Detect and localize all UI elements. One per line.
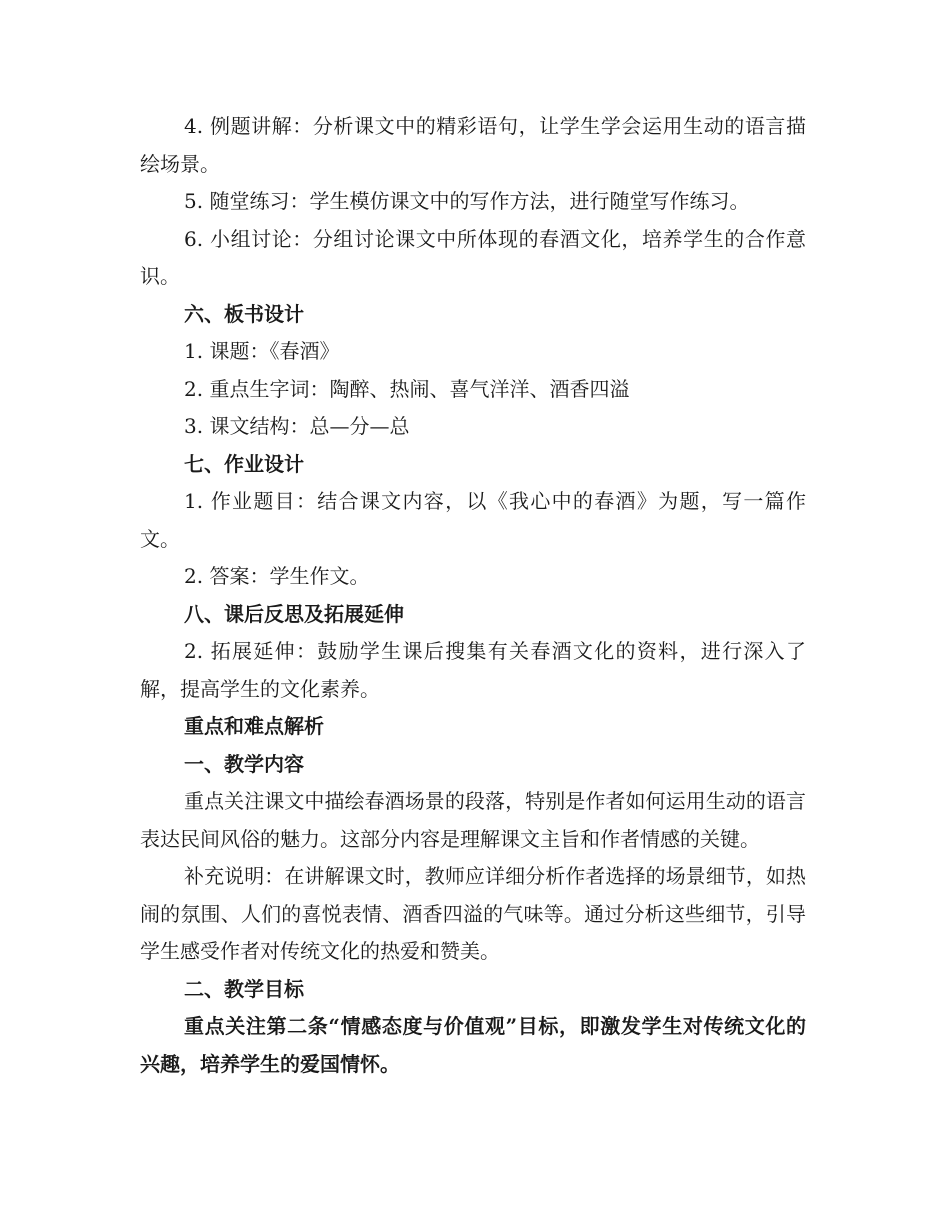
heading-key-difficult-points: 重点和难点解析 xyxy=(184,714,324,738)
step-6-group-discussion: 6. 小组讨论：分组讨论课文中所体现的春酒文化，培养学生的合作意识。 xyxy=(140,226,806,288)
homework-topic: 1. 作业题目：结合课文内容，以《我心中的春酒》为题，写一篇作文。 xyxy=(140,489,806,551)
teaching-content-focus: 重点关注课文中描绘春酒场景的段落，特别是作者如何运用生动的语言表达民间风俗的魅力。这部分内容是理解课文主旨和作者情感的关键。 xyxy=(140,789,806,851)
blackboard-item-vocabulary: 2. 重点生字词：陶醉、热闹、喜气洋洋、酒香四溢 xyxy=(184,376,630,401)
extension-item: 2. 拓展延伸：鼓励学生课后搜集有关春酒文化的资料，进行深入了解，提高学生的文化素养。 xyxy=(140,639,806,701)
step-4-example-explanation: 4. 例题讲解：分析课文中的精彩语句，让学生学会运用生动的语言描绘场景。 xyxy=(140,114,806,176)
homework-answer: 2. 答案：学生作文。 xyxy=(184,564,370,588)
teaching-objectives-focus: 重点关注第二条“情感态度与价值观”目标，即激发学生对传统文化的兴趣，培养学生的爱国情怀。 xyxy=(140,1014,806,1076)
step-5-in-class-practice: 5. 随堂练习：学生模仿课文中的写作方法，进行随堂写作练习。 xyxy=(184,189,750,213)
blackboard-item-structure: 3. 课文结构：总—分—总 xyxy=(184,414,410,438)
document-page xyxy=(140,108,806,1083)
heading-teaching-objectives: 二、教学目标 xyxy=(184,976,304,1001)
blackboard-item-title: 1. 课题：《春酒》 xyxy=(184,339,340,363)
teaching-content-supplement: 补充说明：在讲解课文时，教师应详细分析作者选择的场景细节，如热闹的氛围、人们的喜悦表情、酒香四溢的气味等。通过分析这些细节，引导学生感受作者对传统文化的热爱和赞美。 xyxy=(140,864,806,963)
heading-blackboard-design: 六、板书设计 xyxy=(184,301,304,326)
heading-homework-design: 七、作业设计 xyxy=(184,451,304,476)
heading-reflection-extension: 八、课后反思及拓展延伸 xyxy=(184,601,404,626)
heading-teaching-content: 一、教学内容 xyxy=(184,751,304,776)
